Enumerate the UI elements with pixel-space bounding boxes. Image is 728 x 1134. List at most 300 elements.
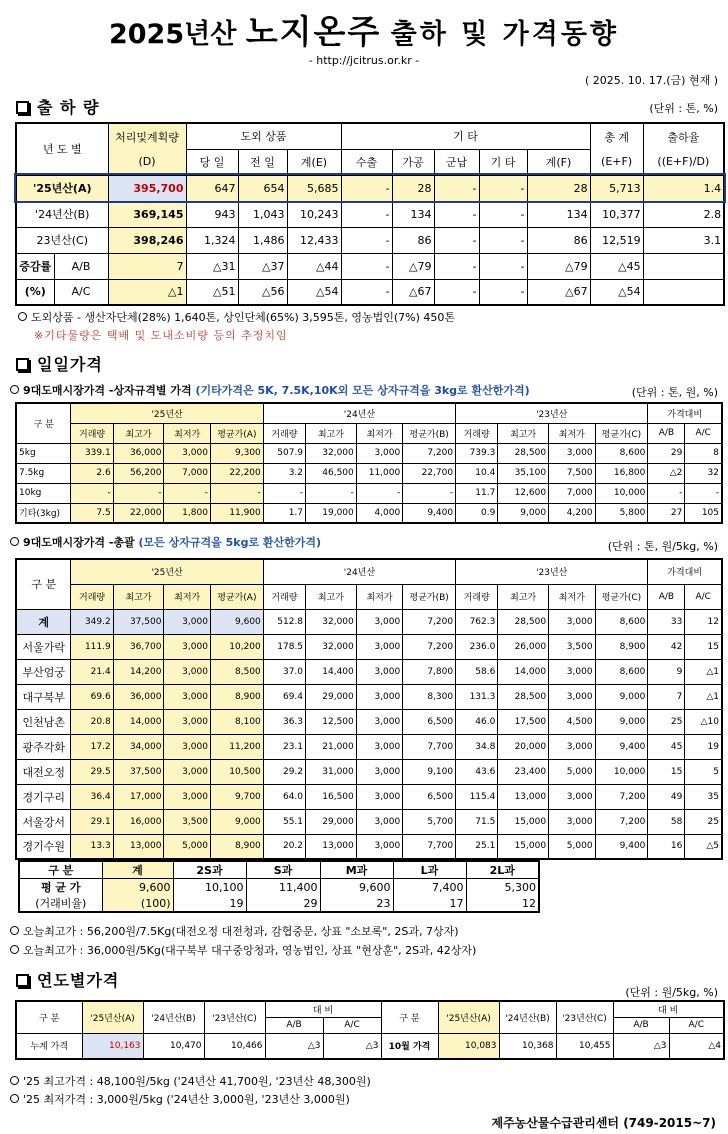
- col-a: '25년산(A): [438, 1001, 499, 1033]
- row-label: 대전오정: [16, 759, 71, 784]
- table-cell: 3,000: [356, 684, 402, 709]
- circle-bullet-icon: [10, 945, 19, 954]
- col-other: 기 타: [479, 149, 527, 175]
- section-daily-title: [16, 352, 103, 375]
- table-cell: 4,200: [549, 503, 595, 523]
- circle-bullet-icon: [10, 537, 19, 546]
- table-cell: 32,000: [306, 609, 357, 634]
- circle-bullet-icon: [10, 385, 19, 394]
- table-cell: -: [479, 175, 527, 201]
- col-a: '25년산(A): [82, 1001, 143, 1033]
- table-cell: -: [479, 253, 527, 279]
- row-label: 부산엄궁: [16, 659, 71, 684]
- table-row: [16, 443, 722, 463]
- col-y25: '25년산: [71, 559, 263, 584]
- table-cell: -: [210, 483, 263, 503]
- col-header: S과: [246, 861, 320, 879]
- table-cell: 49: [648, 784, 685, 809]
- table-cell: 5,000: [549, 834, 595, 859]
- table-cell: 26,000: [498, 634, 549, 659]
- table-cell: 20.8: [71, 709, 113, 734]
- table-row: [16, 1033, 724, 1059]
- table-cell: 3,000: [356, 734, 402, 759]
- table-cell: △56: [238, 279, 287, 305]
- table-cell: -: [306, 483, 357, 503]
- col-prev: 전 일: [238, 149, 287, 175]
- table-cell: 5,300: [466, 879, 539, 896]
- table-row: [16, 784, 722, 809]
- table-cell: 9,600: [320, 879, 393, 896]
- col-header: A/C: [685, 584, 722, 609]
- table-row: [16, 253, 724, 279]
- table-cell: 28: [392, 175, 434, 201]
- table-cell: 21,000: [306, 734, 357, 759]
- table-cell: 512.8: [263, 609, 305, 634]
- col-c: '23년산(C): [204, 1001, 265, 1033]
- table-cell: 29,000: [306, 809, 357, 834]
- table-cell: △3: [323, 1033, 381, 1059]
- table-cell: 36,700: [113, 634, 164, 659]
- table-cell: 32,000: [306, 634, 357, 659]
- inc-label: 증감률: [16, 253, 54, 279]
- table-cell: -: [648, 483, 685, 503]
- shipment-table: [15, 122, 725, 306]
- circle-bullet-icon: [10, 926, 19, 935]
- size-price-table: [18, 860, 540, 913]
- table-cell: 86: [392, 227, 434, 253]
- table-cell: 15,000: [498, 809, 549, 834]
- table-cell: 9,700: [210, 784, 263, 809]
- table-cell: 9,000: [498, 503, 549, 523]
- table-cell: 43.6: [456, 759, 498, 784]
- checkbox-icon: [16, 101, 29, 114]
- col-e: 계(E): [287, 149, 341, 175]
- table-cell: 5,800: [595, 503, 648, 523]
- table-cell: 28,500: [498, 684, 549, 709]
- col-header: 최저가: [549, 423, 595, 443]
- table-cell: 20.2: [263, 834, 305, 859]
- col-header: A/B: [265, 1017, 323, 1033]
- header-row: [16, 423, 722, 443]
- col-header: A/C: [669, 1017, 724, 1033]
- row-label: 7.5kg: [16, 463, 71, 483]
- col-rate: 출하율: [643, 123, 724, 149]
- circle-bullet-icon: [10, 1076, 19, 1085]
- table-cell: 31,000: [306, 759, 357, 784]
- col-etc: 기 타: [341, 123, 590, 149]
- table-cell: -: [356, 483, 402, 503]
- header-row: [16, 584, 722, 609]
- row-label: 10kg: [16, 483, 71, 503]
- table-cell: 58: [648, 809, 685, 834]
- table-cell: 17,000: [113, 784, 164, 809]
- table-cell: 8,600: [595, 659, 648, 684]
- table-cell: 10,500: [210, 759, 263, 784]
- col-header: 최고가: [498, 584, 549, 609]
- table-row: [16, 463, 722, 483]
- table-cell: 13,000: [498, 784, 549, 809]
- table-cell: -: [71, 483, 113, 503]
- table-cell: △1: [685, 684, 722, 709]
- col-y23: '23년산: [456, 403, 648, 423]
- table-cell: △5: [685, 834, 722, 859]
- table-cell: 33: [648, 609, 685, 634]
- table-cell: 10,243: [287, 201, 341, 227]
- site-url[interactable]: - http://jcitrus.or.kr -: [308, 54, 420, 67]
- table-cell: △54: [590, 279, 643, 305]
- col-header: 최고가: [306, 423, 357, 443]
- col-header: L과: [393, 861, 466, 879]
- table-cell: 2.6: [71, 463, 113, 483]
- table-cell: 4,000: [356, 503, 402, 523]
- col-day: 당 일: [186, 149, 238, 175]
- table-cell: 4,500: [549, 709, 595, 734]
- table-cell: 46,500: [306, 463, 357, 483]
- table-cell: △10: [685, 709, 722, 734]
- table-cell: -: [341, 201, 392, 227]
- table-cell: 11.7: [456, 483, 498, 503]
- table-cell: (100): [102, 895, 173, 912]
- table-cell: 5,685: [287, 175, 341, 201]
- table-cell: 12,600: [498, 483, 549, 503]
- table-cell: 8,300: [403, 684, 456, 709]
- col-rate-sub: ((E+F)/D): [643, 149, 724, 175]
- cell-plan: 7: [108, 253, 186, 279]
- table-cell: 9,100: [403, 759, 456, 784]
- table-cell: 3,000: [549, 659, 595, 684]
- table-cell: 3,000: [356, 709, 402, 734]
- table-cell: 29,000: [306, 684, 357, 709]
- table-cell: △79: [527, 253, 590, 279]
- table-cell: 9,400: [595, 834, 648, 859]
- table-cell: 36,000: [113, 684, 164, 709]
- table-cell: 42: [648, 634, 685, 659]
- row-label: 기타(3kg): [16, 503, 71, 523]
- table-cell: 7,400: [393, 879, 466, 896]
- table-cell: 3,000: [549, 443, 595, 463]
- table-cell: 3,000: [164, 443, 210, 463]
- table-cell: -: [263, 483, 305, 503]
- col-header: 최저가: [549, 584, 595, 609]
- table-cell: 12,519: [590, 227, 643, 253]
- avg-label: 평 균 가: [19, 879, 102, 896]
- col-compare: 가격대비: [648, 403, 722, 423]
- table-row: [16, 634, 722, 659]
- table-cell: 3,000: [164, 659, 210, 684]
- row-label: 23년산(C): [16, 227, 108, 253]
- table-cell: 5,000: [164, 834, 210, 859]
- table-cell: 10,000: [595, 483, 648, 503]
- section-shipment-title: [16, 95, 100, 118]
- col-header: 평균가(A): [210, 423, 263, 443]
- table-cell: 12,433: [287, 227, 341, 253]
- row-label: 누계 가격: [16, 1033, 82, 1059]
- table-cell: 23,400: [498, 759, 549, 784]
- table-cell: 16,500: [306, 784, 357, 809]
- unit-label: (단위 : 원/5kg, %): [625, 986, 718, 999]
- row-label: 계: [16, 609, 71, 634]
- table-row: [16, 684, 722, 709]
- table-cell: 115.4: [456, 784, 498, 809]
- page-title: [0, 6, 728, 53]
- table-cell: 5,713: [590, 175, 643, 201]
- title-year: 2025년산: [108, 19, 237, 50]
- table-row: [16, 483, 722, 503]
- today-max-note-2: 오늘최고가 : 36,000원/5Kg(대구북부 대구중앙청과, 영농법인, 상표 "현상훈", 2S과, 42상자): [10, 942, 476, 958]
- col-y24: '24년산: [263, 559, 455, 584]
- table-cell: 36.4: [71, 784, 113, 809]
- table-cell: 7,200: [403, 609, 456, 634]
- col-proc: 가공: [392, 149, 434, 175]
- footer-org: 제주농산물수급관리센터 (749-2015~7): [491, 1116, 716, 1130]
- table-cell: 9,000: [210, 809, 263, 834]
- table-cell: -: [434, 175, 479, 201]
- table-cell: 34.8: [456, 734, 498, 759]
- col-header: 거래량: [71, 584, 113, 609]
- table-cell: 3,000: [164, 709, 210, 734]
- table-cell: 3,000: [549, 809, 595, 834]
- table-cell: 12: [685, 609, 722, 634]
- table-cell: 37,500: [113, 759, 164, 784]
- row-label: 서울가락: [16, 634, 71, 659]
- table-cell: 11,400: [246, 879, 320, 896]
- row-label: 서울강서: [16, 809, 71, 834]
- table-cell: -: [341, 227, 392, 253]
- col-header: 최고가: [113, 584, 164, 609]
- table-cell: 1.7: [263, 503, 305, 523]
- table-cell: -: [434, 201, 479, 227]
- table-cell: 14,400: [306, 659, 357, 684]
- table-cell: 9,000: [595, 709, 648, 734]
- col-header: 거래량: [456, 423, 498, 443]
- table-row: [16, 227, 724, 253]
- table-cell: 3,000: [164, 634, 210, 659]
- table-cell: 647: [186, 175, 238, 201]
- table-row: [16, 809, 722, 834]
- col-header: 거래량: [456, 584, 498, 609]
- table-cell: △79: [392, 253, 434, 279]
- table-cell: △67: [527, 279, 590, 305]
- cell-plan: 398,246: [108, 227, 186, 253]
- table-cell: 8,600: [595, 443, 648, 463]
- col-total: 총 계: [590, 123, 643, 149]
- table-cell: 3,000: [356, 809, 402, 834]
- checkbox-icon: [16, 358, 29, 371]
- table-cell: 1,043: [238, 201, 287, 227]
- table-cell: 3,000: [356, 443, 402, 463]
- col-year: 년 도 별: [16, 123, 108, 175]
- table-cell: 37.0: [263, 659, 305, 684]
- table-cell: 10,100: [173, 879, 246, 896]
- table-cell: 1,324: [186, 227, 238, 253]
- table-cell: 32: [685, 463, 722, 483]
- table-cell: 10,163: [82, 1033, 143, 1059]
- table-cell: 35: [685, 784, 722, 809]
- table-cell: 3,000: [356, 659, 402, 684]
- table-cell: 23: [320, 895, 393, 912]
- table-cell: 3,000: [164, 759, 210, 784]
- col-header: A/C: [685, 423, 722, 443]
- table-cell: 19: [685, 734, 722, 759]
- table-cell: 7,700: [403, 834, 456, 859]
- table-cell: 1,486: [238, 227, 287, 253]
- col-division: 구 분: [16, 559, 71, 609]
- table-cell: 3.2: [263, 463, 305, 483]
- table-cell: 3,000: [164, 734, 210, 759]
- table-cell: 7,200: [595, 784, 648, 809]
- table-cell: 9: [648, 659, 685, 684]
- ratio-label: (거래비율): [19, 895, 102, 912]
- table-cell: 1.4: [643, 175, 724, 201]
- cell-plan: 369,145: [108, 201, 186, 227]
- col-division: 구 분: [16, 1001, 82, 1033]
- table-cell: △3: [265, 1033, 323, 1059]
- table-cell: △31: [186, 253, 238, 279]
- table-row: [16, 709, 722, 734]
- table-cell: 3.1: [643, 227, 724, 253]
- table-cell: -: [113, 483, 164, 503]
- col-header: 2S과: [173, 861, 246, 879]
- table-cell: -: [341, 279, 392, 305]
- col-out: 도외 상품: [186, 123, 341, 149]
- table-row: [16, 759, 722, 784]
- table-cell: 12,500: [306, 709, 357, 734]
- col-header: 최고가: [113, 423, 164, 443]
- table-cell: 29.2: [263, 759, 305, 784]
- table-row: [16, 175, 724, 201]
- table-cell: 7,200: [403, 443, 456, 463]
- table-cell: 7,000: [549, 483, 595, 503]
- row-label: 경기수원: [16, 834, 71, 859]
- col-plan: 처리및계획량: [108, 123, 186, 149]
- col-b: '24년산(B): [499, 1001, 556, 1033]
- col-y23: '23년산: [456, 559, 648, 584]
- table-cell: 3,000: [356, 634, 402, 659]
- table-cell: 507.9: [263, 443, 305, 463]
- table-cell: 28,500: [498, 609, 549, 634]
- col-plan-sub: (D): [108, 149, 186, 175]
- table-cell: 8,600: [595, 609, 648, 634]
- table-cell: 3,000: [356, 759, 402, 784]
- table-cell: 10,000: [595, 759, 648, 784]
- table-cell: △54: [287, 279, 341, 305]
- col-compare: 가격대비: [648, 559, 722, 584]
- col-header: 평균가(B): [403, 584, 456, 609]
- header-row: [16, 1001, 724, 1017]
- col-header: 평균가(B): [403, 423, 456, 443]
- table-cell: 58.6: [456, 659, 498, 684]
- table-cell: -: [403, 483, 456, 503]
- today-max-note-1: 오늘최고가 : 56,200원/7.5Kg(대전오정 대전청과, 감협중문, 상표 "소보록", 2S과, 7상자): [10, 923, 459, 939]
- table-cell: 10,455: [556, 1033, 613, 1059]
- col-header: A/B: [613, 1017, 669, 1033]
- title-main: 노지온주: [245, 12, 382, 51]
- table-cell: 10,368: [499, 1033, 556, 1059]
- table-cell: △3: [613, 1033, 669, 1059]
- table-cell: △51: [186, 279, 238, 305]
- table-cell: 3,500: [549, 634, 595, 659]
- cell-plan: △1: [108, 279, 186, 305]
- table-cell: -: [479, 201, 527, 227]
- table-cell: 3,000: [164, 609, 210, 634]
- table-cell: 3,500: [164, 809, 210, 834]
- table-cell: 339.1: [71, 443, 113, 463]
- table-cell: 17,500: [498, 709, 549, 734]
- col-header: 평균가(A): [210, 584, 263, 609]
- box-price-heading: 9대도매시장가격 -상자규격별 가격 (기타가격은 5K, 7.5K,10K외 모든 상자규격을 3kg로 환산한가격): [10, 382, 530, 398]
- table-cell: -: [685, 483, 722, 503]
- col-header: 평균가(C): [595, 423, 648, 443]
- table-cell: -: [341, 175, 392, 201]
- table-cell: 9,000: [595, 684, 648, 709]
- col-export: 수출: [341, 149, 392, 175]
- col-total-sub: (E+F): [590, 149, 643, 175]
- checkbox-icon: [16, 974, 29, 987]
- table-cell: 7,800: [403, 659, 456, 684]
- section-title-text: 출 하 량: [37, 98, 100, 117]
- header-row: [16, 559, 722, 584]
- table-cell: [643, 253, 724, 279]
- header-row: [16, 403, 722, 423]
- table-row: [16, 503, 722, 523]
- table-cell: -: [479, 279, 527, 305]
- col-header: 2L과: [466, 861, 539, 879]
- col-header: A/C: [323, 1017, 381, 1033]
- table-cell: △45: [590, 253, 643, 279]
- table-cell: 32,000: [306, 443, 357, 463]
- table-cell: 111.9: [71, 634, 113, 659]
- col-header: 최고가: [306, 584, 357, 609]
- table-cell: 16: [648, 834, 685, 859]
- table-cell: -: [434, 279, 479, 305]
- table-cell: 69.4: [263, 684, 305, 709]
- circle-bullet-icon: [18, 312, 27, 321]
- col-header: 거래량: [71, 423, 113, 443]
- row-label: 10월 가격: [381, 1033, 438, 1059]
- section-title-text: 일일가격: [37, 355, 103, 374]
- col-b: '24년산(B): [143, 1001, 204, 1033]
- table-cell: 29.5: [71, 759, 113, 784]
- table-cell: △1: [685, 659, 722, 684]
- table-cell: 236.0: [456, 634, 498, 659]
- col-division: 구 분: [16, 403, 71, 443]
- table-cell: 943: [186, 201, 238, 227]
- table-cell: 3,000: [164, 684, 210, 709]
- table-cell: 25.1: [456, 834, 498, 859]
- table-cell: 762.3: [456, 609, 498, 634]
- ratio-label: A/B: [54, 253, 108, 279]
- table-cell: △4: [669, 1033, 724, 1059]
- table-cell: 15: [648, 759, 685, 784]
- table-cell: 37,500: [113, 609, 164, 634]
- table-cell: 11,900: [210, 503, 263, 523]
- col-header: 평균가(C): [595, 584, 648, 609]
- table-row: [16, 279, 724, 305]
- col-header: A/B: [648, 584, 685, 609]
- table-cell: 7.5: [71, 503, 113, 523]
- table-cell: 8,900: [210, 834, 263, 859]
- table-cell: 9,400: [595, 734, 648, 759]
- table-row: [16, 734, 722, 759]
- unit-label: (단위 : 톤, 원/5kg, %): [607, 540, 718, 553]
- table-cell: 10,466: [204, 1033, 265, 1059]
- box-price-table: [15, 402, 723, 524]
- table-cell: 6,500: [403, 709, 456, 734]
- col-army: 군납: [434, 149, 479, 175]
- table-cell: 22,700: [403, 463, 456, 483]
- table-cell: 19: [173, 895, 246, 912]
- table-cell: 0.9: [456, 503, 498, 523]
